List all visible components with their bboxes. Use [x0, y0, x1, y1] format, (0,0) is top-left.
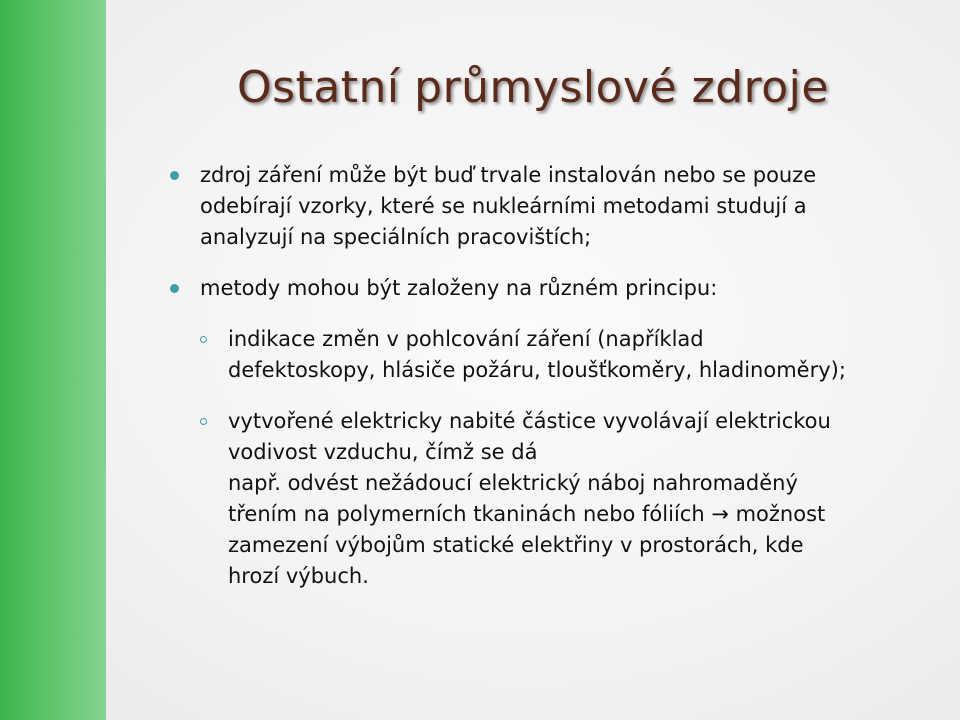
bullet-line: zamezení výbojům statické elektřiny v prostorách, kde	[228, 533, 804, 557]
bullet-line: hrozí výbuch.	[228, 564, 369, 588]
slide-title: Ostatní průmyslové zdroje	[237, 62, 829, 113]
bullet-line: vytvořené elektricky nabité částice vyvolávají elektrickou	[228, 409, 831, 433]
sub-bullet-item	[196, 324, 928, 386]
bullet-line: analyzují na speciálních pracovištích;	[200, 225, 592, 249]
bullet-line: metody mohou být založeny na různém principu:	[200, 276, 718, 300]
bullet-line: indikace změn v pohlcování záření (například	[228, 327, 704, 351]
green-side-bar	[0, 0, 106, 720]
bullet-line: např. odvést nežádoucí elektrický náboj nahromaděný	[228, 471, 798, 495]
sub-bullet-item	[196, 406, 928, 592]
bullet-ring-icon	[200, 418, 207, 425]
bullet-item	[168, 160, 928, 253]
slide-content	[168, 160, 928, 612]
bullet-item	[168, 273, 928, 304]
bullet-line: zdroj záření může být buď trvale instalován nebo se pouze	[200, 163, 817, 187]
bullet-line: vodivost vzduchu, čímž se dá	[228, 440, 538, 464]
bullet-line: třením na polymerních tkaninách nebo fóliích → možnost	[228, 502, 826, 526]
bullet-dot-icon	[170, 171, 179, 180]
bullet-ring-icon	[200, 336, 207, 343]
bullet-dot-icon	[170, 284, 179, 293]
bullet-line: odebírají vzorky, které se nukleárními metodami studují a	[200, 194, 807, 218]
bullet-line: defektoskopy, hlásiče požáru, tloušťkoměry, hladinoměry);	[228, 358, 846, 382]
